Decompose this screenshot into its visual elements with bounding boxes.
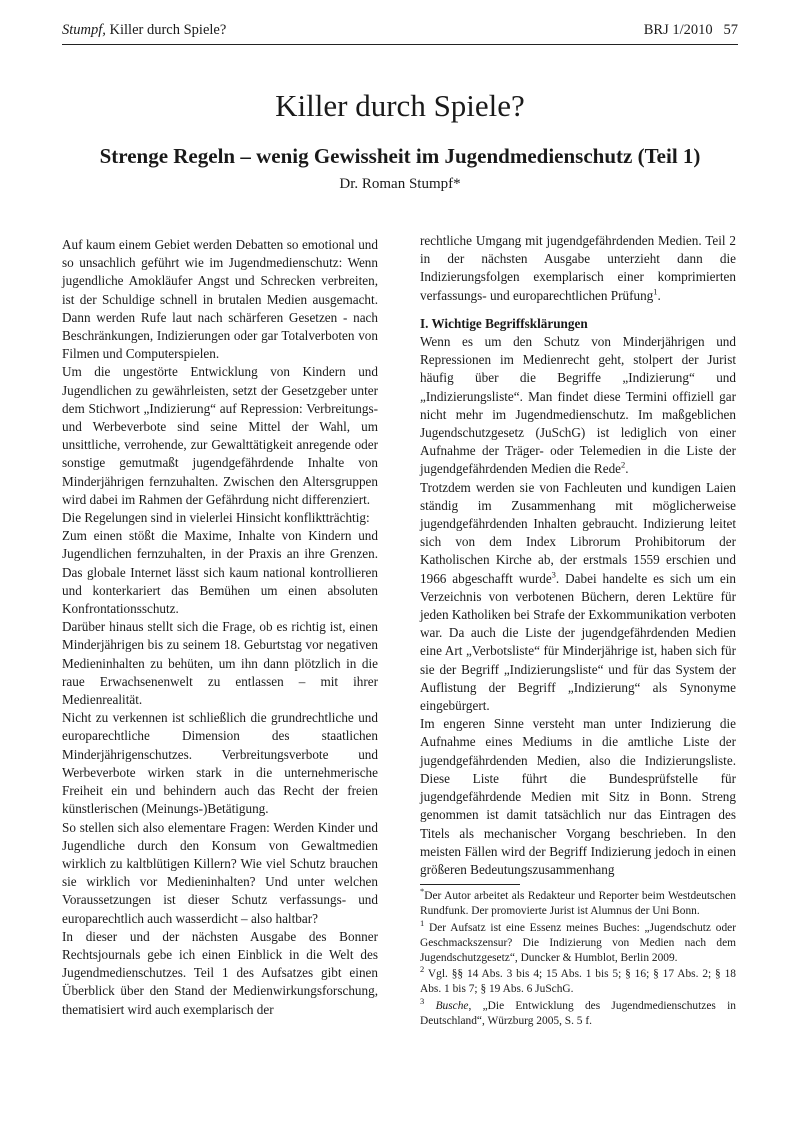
paragraph: Nicht zu verkennen ist schließlich die grundrechtliche und europarechtliche Dimension des staatlichen Minderjährigenschutzes. Verbreitungsverbote und Werbeverbote wirken stark in die unternehmerische Freiheit ein und behindern auch das Recht der freien künstlerischen (Meinungs-)Betätigung. (62, 710, 378, 817)
paragraph (420, 333, 736, 479)
footnote-text: Vgl. §§ 14 Abs. 3 bis 4; 15 Abs. 1 bis 5; § 16; § 17 Abs. 2; § 18 Abs. 1 bis 7; § 19 Abs. 6 JuSchG. (420, 968, 736, 996)
footnotes (420, 886, 736, 1029)
paragraph (420, 479, 736, 716)
paragraph-text: Trotzdem werden sie von Fachleuten und kundigen Laien ständig im Zusammenhang mit möglicherweise jugendgefährdenden Inhalten gebraucht. Indizierung leitet sich von dem Index Librorum Prohibitorum der Katholischen Kirche ab, der erstmals 1559 erschien und 1966 abgeschafft wurde (420, 479, 736, 586)
paragraph-text: . (625, 461, 629, 477)
header-rule (62, 44, 738, 45)
footnote-text: Der Aufsatz ist eine Essenz meines Buches: „Jugendschutz oder Geschmackszensur? Die Indizierung von Medien nach dem Jugendschutzgesetz“, Duncker & Humblot, Berlin 2009. (420, 921, 736, 964)
footnote-ref: 3 (551, 569, 556, 580)
paragraph: Um die ungestörte Entwicklung von Kindern und Jugendlichen zu gewährleisten, setzt der Gesetzgeber unter dem Stichwort „Indizierung“ auf Repression: Verbreitungs- und Werbeverbote sind seine Mittel der Wahl, um unsittliche, verrohende, zur Gewalttätigkeit anregende oder sonstige gemutmaßt jugendgefährdende Inhalte von Minderjährigen fernzuhalten. Zwischen den Altersgruppen wird dabei im Rahmen der Gefährdung nicht differenziert. (62, 364, 378, 507)
section-heading: I. Wichtige Begriffsklärungen (420, 315, 588, 331)
footnote-text: , „Die Entwicklung des Jugendmedienschutzes in Deutschland“, Würzburg 2005, S. 5 f. (420, 999, 736, 1027)
journal-issue: BRJ 1/2010 (643, 21, 713, 38)
article-subtitle: Strenge Regeln – wenig Gewissheit im Jugendmedienschutz (Teil 1) (99, 144, 701, 168)
footnote-mark: 2 (420, 964, 425, 975)
paragraph: Auf kaum einem Gebiet werden Debatten so emotional und so unsachlich geführt wie im Jugendmedienschutz: Wenn jugendliche Amokläufer Angst und Schrecken verbreiten, ist der Schuldige schnell in brutalen Medien ausgemacht. Dann werden Rufe laut nach schärferen Gesetzen - nach Beschränkungen, Indizierungen oder gar Totalverboten von Filmen und Computerspielen. (62, 237, 378, 362)
paragraph: Die Regelungen sind in vielerlei Hinsicht konfliktträchtig: (62, 510, 370, 526)
left-column (62, 236, 378, 1019)
paragraph (420, 232, 736, 305)
paragraph-text: Wenn es um den Schutz von Minderjährigen und Repressionen im Medienrecht geht, stolpert der Jurist häufig über die Begriffe „Indizierung“ und „Indizierungsliste“. Man findet diese Termini offiziell gar nicht mehr im Jugendmedienschutz. Im maßgeblichen Jugendschutzgesetz (JuSchG) ist lediglich von einer Aufnahme der Träger- oder Telemedien in die Liste der jugendgefährdenden Medien die Rede (420, 334, 736, 477)
footnote-mark: 3 (420, 995, 425, 1006)
article-title: Killer durch Spiele? (275, 88, 525, 123)
footnote-ref: 1 (653, 286, 658, 297)
footnote (420, 964, 736, 997)
running-head-journal (644, 22, 738, 39)
paragraph: Zum einen stößt die Maxime, Inhalte von Kindern und Jugendlichen fernzuhalten, in der Praxis an ihre Grenzen. Das globale Internet lässt sich kaum national kontrollieren und konterkariert das Bemühen um einen absoluten Konfrontationsschutz. (62, 528, 378, 617)
right-column (420, 232, 736, 1030)
paragraph-text: rechtliche Umgang mit jugendgefährdenden Medien. Teil 2 in der nächsten Ausgabe unterzieht dann die Indizierungsfolgen exemplarisch einer komprimierten verfassungs- und europarechtlichen Prüfung (420, 233, 736, 303)
paragraph-text: . Dabei handelte es sich um ein Verzeichnis von verbotenen Büchern, deren Lektüre für jeden Katholiken bei Strafe der Exkommunikation verboten war. Da auch die Liste der jugendgefährdenden Medien eine Art „Verbotsliste“ für Minderjährige ist, haben sich für sie der Begriff „Indizierungsliste“ und für das System der Auflistung der Begriff „Indizierung“ als Synonyme eingebürgert. (420, 570, 736, 714)
footnote-mark: * (420, 886, 425, 897)
footnote-mark: 1 (420, 917, 425, 928)
running-head-article: Killer durch Spiele? (109, 21, 227, 38)
article-byline: Dr. Roman Stumpf* (339, 176, 461, 192)
page-number: 57 (723, 21, 738, 38)
footnote-ref: 2 (621, 460, 626, 471)
running-head (62, 18, 738, 42)
paragraph: Im engeren Sinne versteht man unter Indizierung die Aufnahme eines Mediums in die amtliche Liste der jugendgefährdenden Medien, also die Indizierungsliste. Diese Liste führt die Bundesprüfstelle für jugendgefährdende Medien mit Sitz in Bonn. Streng genommen ist damit tatsächlich nur das Eintragen des Titels als mechanischer Vorgang beschrieben. In den meisten Fällen wird der Begriff Indizierung jedoch in einen größeren Bedeutungszusammenhang (420, 716, 736, 877)
paragraph-text: . (657, 287, 661, 303)
paragraph: In dieser und der nächsten Ausgabe des Bonner Rechtsjournals gebe ich einen Einblick in die Welt des Jugendmedienschutzes. Teil 1 des Aufsatzes gibt einen Überblick über den Stand der Medienwirkungsforschung, thematisiert wird auch exemplarisch der (62, 928, 378, 1017)
footnote-text: Der Autor arbeitet als Redakteur und Reporter beim Westdeutschen Rundfunk. Der promovierte Jurist ist Alumnus der Uni Bonn. (420, 890, 736, 918)
footnote-rule (420, 884, 520, 885)
footnote (420, 886, 736, 919)
footnote-author: Busche (435, 999, 469, 1012)
footnote (420, 917, 736, 967)
running-head-author: Stumpf, (62, 21, 106, 38)
paragraph: Darüber hinaus stellt sich die Frage, ob es richtig ist, einen Minderjährigen bis zu seinem 18. Geburtstag vor negativen Medieninhalten zu behüten, um ihn dann plötzlich in die raue Erwachsenenwelt zu entlassen – mit ihrer Medienrealität. (62, 619, 378, 708)
running-head-title (62, 22, 226, 39)
footnote (420, 995, 736, 1029)
paragraph: So stellen sich also elementare Fragen: Werden Kinder und Jugendliche durch den Konsum von Gewaltmedien wirklich zu kaltblütigen Killern? Wie viel Schutz brauchen sie wirklich vor Medieninhalten? Und unter welchen Voraussetzungen ist dieser Schutz verfassungs- und europarechtlich auch wasserdicht – also haltbar? (62, 819, 378, 926)
